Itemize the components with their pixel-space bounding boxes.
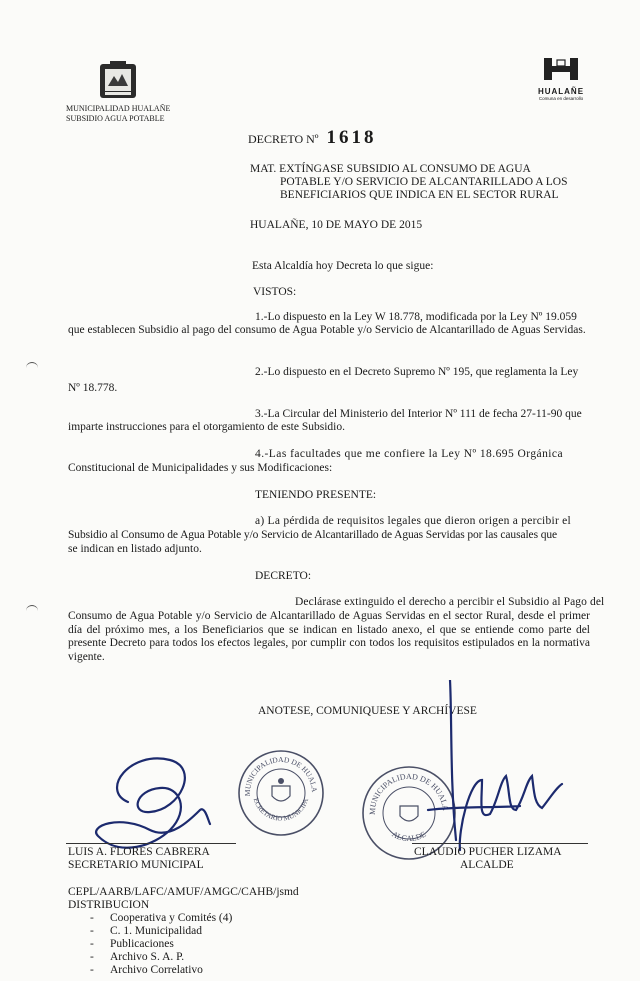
- distribution-list: [90, 912, 232, 977]
- seal-right-bottom-text: ALCALDE: [390, 829, 428, 844]
- closing-formula: ANOTESE, COMUNIQUESE Y ARCHÍVESE: [258, 705, 477, 717]
- mayor-title: ALCALDE: [460, 859, 514, 871]
- mayor-signature: [420, 680, 620, 860]
- seal-right-top-text: MUNICIPALIDAD DE HUALA: [367, 771, 450, 816]
- secretary-title: SECRETARIO MUNICIPAL: [68, 859, 204, 871]
- secretary-name: LUIS A. FLORES CABRERA: [68, 846, 210, 858]
- vistos-heading: VISTOS:: [253, 286, 297, 298]
- place-date: HUALAÑE, 10 DE MAYO DE 2015: [250, 219, 423, 231]
- seal-left-top-text: MUNICIPALIDAD DE HUALA: [242, 754, 320, 797]
- intro-text: Esta Alcaldía hoy Decreta lo que sigue:: [252, 260, 434, 272]
- decreto-line1: Declárase extinguido el derecho a percibir el Subsidio al Pago del: [295, 596, 605, 608]
- department-name: SUBSIDIO AGUA POTABLE: [66, 113, 165, 123]
- distribution-item: - Archivo Correlativo: [110, 964, 232, 977]
- vistos-item2-line2: Nº 18.778.: [68, 382, 118, 394]
- initials: CEPL/AARB/LAFC/AMUF/AMGC/CAHB/jsmd: [68, 886, 299, 898]
- subject-line-2: POTABLE Y/O SERVICIO DE ALCANTARILLADO A LOS: [280, 176, 568, 188]
- distribution-item: - Archivo S. A. P.: [110, 951, 232, 964]
- vistos-item1-line1: 1.-Lo dispuesto en la Ley W 18.778, modificada por la Ley Nº 19.059: [255, 311, 577, 323]
- vistos-item2-line1: 2.-Lo dispuesto en el Decreto Supremo Nº 195, que reglamenta la Ley: [255, 366, 579, 378]
- vistos-item4-line2: Constitucional de Municipalidades y sus Modificaciones:: [68, 462, 333, 474]
- left-signature-line: [66, 843, 236, 844]
- teniendo-a-line2: Subsidio al Consumo de Agua Potable y/o Servicio de Alcantarillado de Aguas Servidas por las causales que: [68, 529, 558, 541]
- distribution-item: - Cooperativa y Comités (4): [110, 912, 232, 925]
- municipality-name: MUNICIPALIDAD HUALAÑE: [66, 104, 171, 113]
- decree-label: DECRETO Nº: [248, 132, 319, 146]
- hualane-logo: [532, 56, 590, 100]
- decree-number: 1618: [326, 127, 377, 148]
- teniendo-heading: TENIENDO PRESENTE:: [255, 489, 377, 501]
- subject-line-3: BENEFICIARIOS QUE INDICA EN EL SECTOR RURAL: [280, 189, 559, 201]
- vistos-item3-line1: 3.-La Circular del Ministerio del Interior Nº 111 de fecha 27-11-90 que: [255, 408, 582, 420]
- decreto-rest: Consumo de Agua Potable y/o Servicio de Alcantarillado de Aguas Servidas en el sector Rural, desde el primer día del próximo mes, a los Beneficiarios que se indican en listado anexo, el que se entiende como parte del presente Decreto para todos los efectos legales, por cumplir con todos los requisitos estipulados en la normativa vigente.: [68, 610, 590, 663]
- punch-mark-lower: [26, 605, 38, 620]
- vistos-item4-line1: 4.-Las facultades que me confiere la Ley Nº 18.695 Orgánica: [255, 448, 564, 460]
- seal-left-bottom-text: ECRETARIO MUNICIPA: [251, 797, 311, 823]
- hualane-logo-icon: [542, 56, 580, 82]
- right-signature-line: [412, 843, 588, 844]
- teniendo-a-line3: se indican en listado adjunto.: [68, 543, 202, 555]
- subject-line-1: MAT. EXTÍNGASE SUBSIDIO AL CONSUMO DE AGUA: [250, 163, 531, 175]
- punch-mark-upper: [26, 362, 38, 377]
- distribution-heading: DISTRIBUCION: [68, 899, 150, 911]
- decreto-heading: DECRETO:: [255, 570, 312, 582]
- vistos-item3-line2: imparte instrucciones para el otorgamiento de este Subsidio.: [68, 421, 345, 433]
- distribution-item: - Publicaciones: [110, 938, 232, 951]
- mayor-name: CLAUDIO PUCHER LIZAMA: [414, 846, 562, 858]
- municipality-header: [66, 104, 170, 123]
- distribution-item: - C. 1. Municipalidad: [110, 925, 232, 938]
- decree-heading: [248, 127, 377, 149]
- logo-text: HUALAÑE: [537, 87, 585, 96]
- logo-tagline: Comuna en desarrollo: [538, 96, 584, 101]
- teniendo-a-line1: a) La pérdida de requisitos legales que dieron origen a percibir el: [255, 515, 571, 527]
- vistos-item1-rest: que establecen Subsidio al pago del consumo de Agua Potable y/o Servicio de Alcantarillado de Aguas Servidas.: [68, 324, 586, 336]
- municipal-crest: [96, 58, 140, 102]
